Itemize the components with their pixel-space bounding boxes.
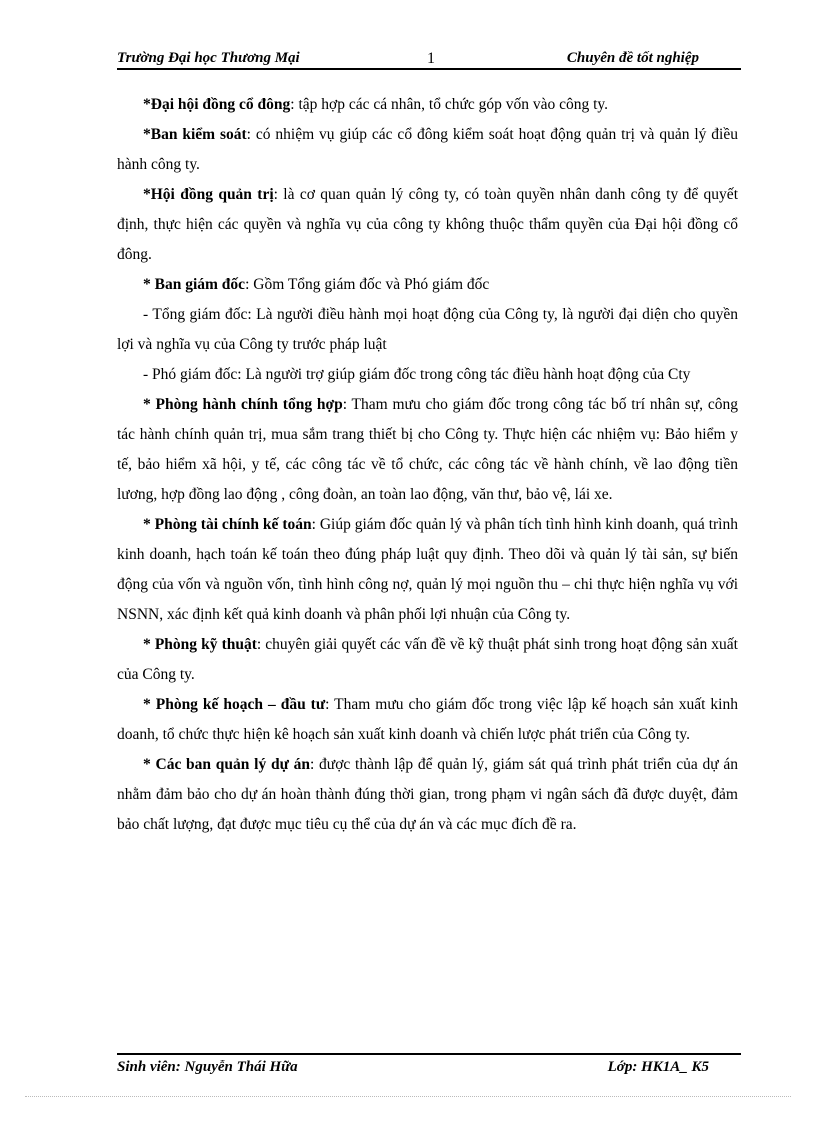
paragraph-text: - Tổng giám đốc: Là người điều hành mọi hoạt động của Công ty, là người đại diện cho quyền lợi và nghĩa vụ của Công ty trước pháp luật: [117, 306, 738, 353]
paragraph-label: * Phòng kế hoạch – đầu tư: [143, 696, 326, 713]
paragraph-ban-kiem-soat: [117, 120, 738, 180]
paragraph-label: *Ban kiểm soát: [143, 126, 247, 143]
paragraph-dai-hoi-dong-co-dong: [117, 90, 738, 120]
paragraph-text: : có nhiệm vụ giúp các cổ đông kiểm soát hoạt động quản trị và quản lý điều hành công ty.: [117, 126, 738, 173]
paragraph-phong-ke-hoach: [117, 690, 738, 750]
document-body: [117, 90, 738, 840]
page-footer: [117, 1053, 741, 1079]
paragraph-label: *Hội đồng quản trị: [143, 186, 274, 203]
paragraph-text: : Tham mưu cho giám đốc trong việc lập kế hoạch sản xuất kinh doanh, tổ chức thực hiện kê hoạch sản xuất kinh doanh và chiến lược phát triển của Công ty.: [117, 696, 738, 743]
paragraph-label: * Phòng tài chính kế toán: [143, 516, 312, 533]
paragraph-label: * Ban giám đốc: [143, 276, 246, 293]
paragraph-ban-giam-doc: [117, 270, 738, 300]
paragraph-text: : chuyên giải quyết các vấn đề về kỹ thuật phát sinh trong hoạt động sản xuất của Công ty.: [117, 636, 738, 683]
paragraph-phong-tai-chinh: [117, 510, 738, 630]
paragraph-text: - Phó giám đốc: Là người trợ giúp giám đốc trong công tác điều hành hoạt động của Cty: [143, 366, 691, 383]
page-header: [117, 48, 741, 70]
paragraph-text: : là cơ quan quản lý công ty, có toàn quyền nhân danh công ty để quyết định, thực hiện các quyền và nghĩa vụ của công ty không thuộc thẩm quyền của Đại hội đồng cổ đông.: [117, 186, 738, 263]
paragraph-phong-ky-thuat: [117, 630, 738, 690]
paragraph-text: : Giúp giám đốc quản lý và phân tích tình hình kinh doanh, quá trình kinh doanh, hạch toán kế toán theo đúng pháp luật quy định. Theo dõi và quản lý tài sản, sự biến động của vốn và nguồn vốn, tình hình công nợ, quản lý mọi nguồn thu – chi thực hiện nghĩa vụ với NSNN, xác định kết quả kinh doanh và phân phối lợi nhuận của Công ty.: [117, 516, 738, 623]
paragraph-label: * Phòng hành chính tổng hợp: [143, 396, 343, 413]
paragraph-label: * Các ban quản lý dự án: [143, 756, 310, 773]
paragraph-pho-giam-doc: [117, 360, 738, 390]
paragraph-text: : Gồm Tổng giám đốc và Phó giám đốc: [245, 276, 490, 293]
class-code: Lớp: HK1A_ K5: [607, 1059, 709, 1075]
school-name: Trường Đại học Thương Mại: [117, 50, 300, 66]
paragraph-text: : tập hợp các cá nhân, tổ chức góp vốn vào công ty.: [290, 96, 609, 113]
document-type: Chuyên đề tốt nghiệp: [566, 50, 699, 66]
paragraph-ban-quan-ly-du-an: [117, 750, 738, 840]
page-bottom-divider: [25, 1096, 791, 1097]
paragraph-hoi-dong-quan-tri: [117, 180, 738, 270]
paragraph-text: : Tham mưu cho giám đốc trong công tác bố trí nhân sự, công tác hành chính quản trị, mua sắm trang thiết bị cho Công ty. Thực hiện các nhiệm vụ: Bảo hiểm y tế, bảo hiểm xã hội, y tế, các công tác về tổ chức, các công tác về hành chính, về lao động tiền lương, hợp đồng lao động , công đoàn, an toàn lao động, văn thư, bảo vệ, lái xe.: [117, 396, 738, 503]
paragraph-text: : được thành lập để quản lý, giám sát quá trình phát triển của dự án nhằm đảm bảo cho dự án hoàn thành đúng thời gian, trong phạm vi ngân sách đã được duyệt, đảm bảo chất lượng, đạt được mục tiêu cụ thể của dự án và các mục đích đề ra.: [117, 756, 739, 833]
paragraph-label: *Đại hội đồng cổ đông: [143, 96, 291, 113]
page-number: 1: [427, 50, 435, 67]
student-name: Sinh viên: Nguyễn Thái Hữa: [117, 1059, 298, 1075]
paragraph-label: * Phòng kỹ thuật: [143, 636, 257, 653]
paragraph-tong-giam-doc: [117, 300, 738, 360]
paragraph-phong-hanh-chinh: [117, 390, 738, 510]
